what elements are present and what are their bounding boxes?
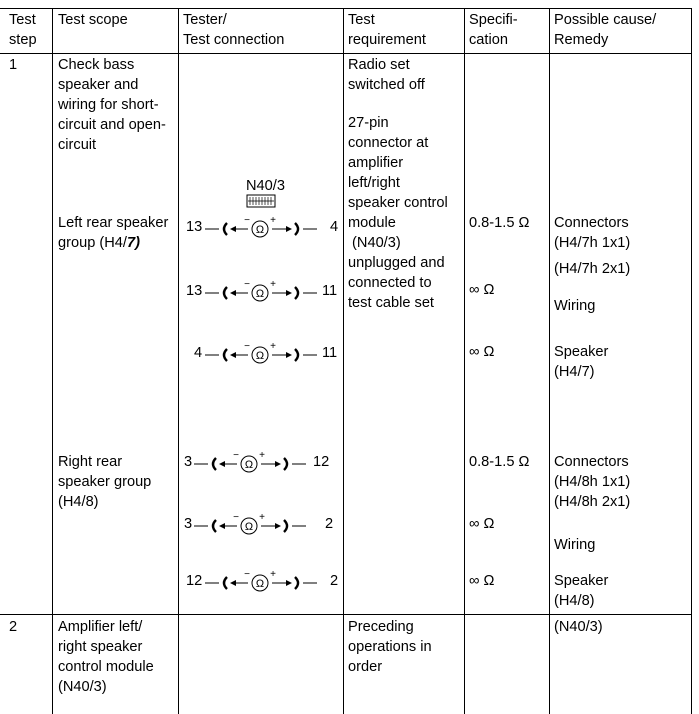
table-top-rule [0, 8, 692, 9]
header-test-step: Test step [9, 12, 37, 48]
svg-text:Ω: Ω [255, 578, 265, 590]
col-divider-5 [549, 8, 550, 714]
svg-text:Ω: Ω [255, 350, 265, 362]
pin-left: 3 [184, 454, 193, 470]
pin-left: 13 [186, 283, 203, 299]
svg-text:−: − [244, 569, 250, 580]
scope-right-rear: Right rear speaker group (H4/8) [58, 454, 152, 510]
col-divider-2 [178, 8, 179, 714]
svg-text:+: + [270, 279, 276, 290]
svg-text:−: − [244, 279, 250, 290]
connector-icon [244, 194, 278, 210]
pin-right: 2 [330, 573, 339, 589]
header-cause: Possible cause/ Remedy [554, 12, 657, 48]
cause-text: Connectors (H4/7h 1x1) [554, 215, 631, 251]
col-divider-6 [691, 8, 692, 714]
scope-amplifier: Amplifier left/ right speaker control module (N40/3) [58, 619, 154, 695]
svg-text:+: + [270, 569, 276, 580]
ohmmeter-icon [205, 341, 325, 365]
requirement-text: Radio set switched off 27-pin connector at amplifier left/right speaker control module (N40/3) unplugged and connected to test cable set [348, 57, 448, 311]
pin-left: 12 [186, 573, 203, 589]
pin-right: 11 [322, 283, 338, 299]
pin-left: 4 [194, 345, 203, 361]
pin-left: 3 [184, 516, 193, 532]
header-rule [0, 53, 692, 54]
requirement-text: Preceding operations in order [348, 619, 432, 675]
spec-value: ∞ Ω [469, 516, 495, 532]
ohmmeter-icon [194, 512, 314, 536]
row-divider [0, 614, 692, 615]
svg-text:Ω: Ω [244, 521, 254, 533]
cause-text: (H4/7h 2x1) Wiring [554, 261, 631, 314]
pin-right: 12 [313, 454, 330, 470]
cause-text: Connectors (H4/8h 1x1) (H4/8h 2x1) [554, 454, 631, 510]
header-tester: Tester/ Test connection [183, 12, 285, 48]
ohmmeter-icon [205, 279, 325, 303]
pin-right: 11 [322, 345, 338, 361]
scope-left-rear: Left rear speaker group (H4/7) [58, 215, 169, 251]
svg-text:+: + [270, 215, 276, 226]
svg-text:−: − [244, 341, 250, 352]
header-specification: Specifi- cation [469, 12, 518, 48]
pin-left: 13 [186, 219, 203, 235]
spec-value: 0.8-1.5 Ω [469, 454, 530, 470]
svg-text:+: + [270, 341, 276, 352]
spec-value: ∞ Ω [469, 344, 495, 360]
scope-main: Check bass speaker and wiring for short- circuit and open- circuit [58, 57, 166, 153]
svg-text:Ω: Ω [255, 224, 265, 236]
spec-value: 0.8-1.5 Ω [469, 215, 530, 231]
svg-text:−: − [244, 215, 250, 226]
step-number: 1 [9, 57, 18, 73]
cause-text: (N40/3) [554, 619, 603, 635]
col-divider-1 [52, 8, 53, 714]
svg-text:−: − [233, 450, 239, 461]
connector-label: N40/3 [246, 178, 285, 194]
ohmmeter-icon [194, 450, 314, 474]
cause-text: Speaker (H4/8) [554, 573, 609, 609]
spec-value: ∞ Ω [469, 282, 495, 298]
header-requirement: Test requirement [348, 12, 426, 48]
header-test-scope: Test scope [58, 12, 128, 28]
svg-text:Ω: Ω [255, 288, 265, 300]
step-number: 2 [9, 619, 18, 635]
svg-text:−: − [233, 512, 239, 523]
ohmmeter-icon [205, 569, 325, 593]
svg-text:Ω: Ω [244, 459, 254, 471]
cause-text: Wiring [554, 537, 596, 553]
cause-text: Speaker (H4/7) [554, 344, 609, 380]
ohmmeter-icon [205, 215, 325, 239]
pin-right: 4 [330, 219, 339, 235]
col-divider-3 [343, 8, 344, 714]
svg-text:+: + [259, 450, 265, 461]
pin-right: 2 [325, 516, 334, 532]
spec-value: ∞ Ω [469, 573, 495, 589]
svg-text:+: + [259, 512, 265, 523]
col-divider-4 [464, 8, 465, 714]
